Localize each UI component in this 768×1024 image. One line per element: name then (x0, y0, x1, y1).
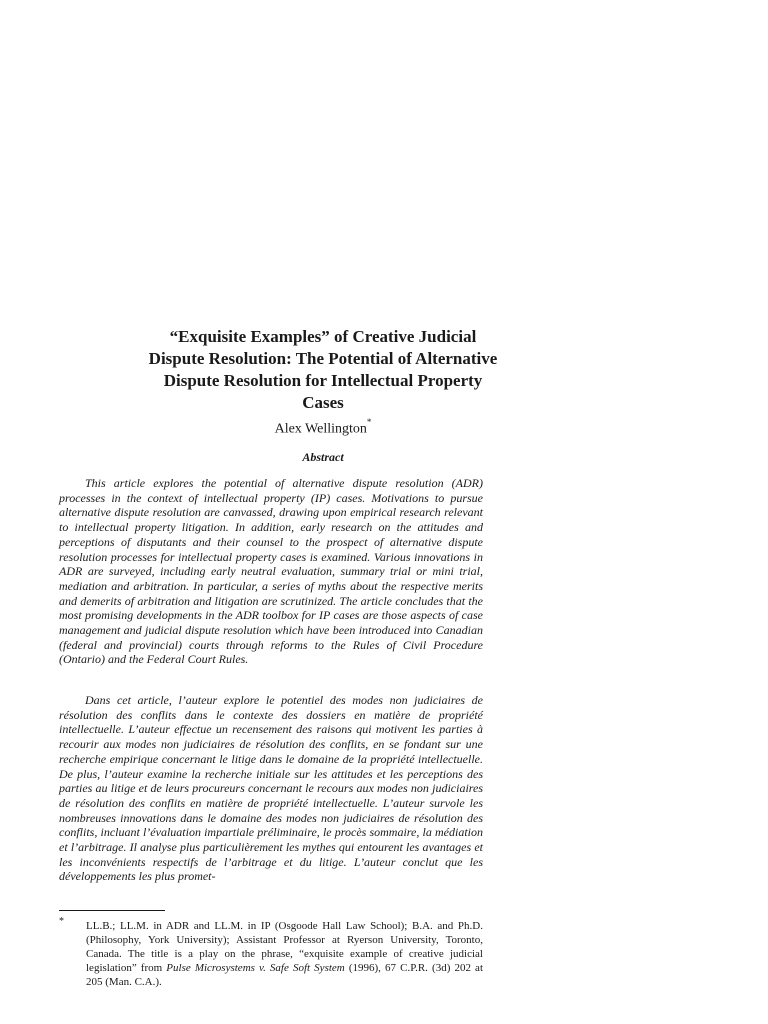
footnote-case-name: Pulse Microsystems v. Safe Soft System (166, 962, 345, 974)
abstract-english-paragraph: This article explores the potential of alternative dispute resolution (ADR) processes in the context of intellectual property (IP) cases. Motivations to pursue alternative dispute resolution are canvassed, drawing upon empirical research relevant to intellectual property litigation. In addition, early research on the attitudes and perceptions of disputants and their counsel to the prospect of alternative dispute resolution processes for intellectual property cases is examined. Various innovations in ADR are surveyed, including early neutral evaluation, summary trial or mini trial, mediation and arbitration. In particular, a series of myths about the respective merits and demerits of arbitration and litigation are scrutinized. The article concludes that the most promising developments in the ADR toolbox for IP cases are those aspects of case management and judicial dispute resolution which have been introduced into Canadian (federal and provincial) courts through reforms to the Rules of Civil Procedure (Ontario) and the Federal Court Rules. (59, 476, 483, 667)
author-line (60, 419, 586, 438)
footnote-marker: * (59, 916, 64, 927)
title-line-2: Dispute Resolution: The Potential of Alternative (148, 349, 498, 368)
article-title (60, 326, 586, 414)
title-line-1: “Exquisite Examples” of Creative Judicial (169, 327, 477, 346)
footnote-text (86, 919, 483, 989)
footnote-text-part1: LL.B.; LL.M. in ADR and LL.M. in IP (Osgoode Hall Law School); B.A. and Ph.D. (Philosophy, York University); Assistant Professor at Ryerson University, Toronto, Canada. The title is a play on the phrase, “exquisite example of creative judicial legislation” from (86, 920, 483, 974)
author-footnote-marker[interactable]: * (366, 417, 372, 427)
footnote-text-part2: (1996), 67 C.P.R. (3d) 202 at 205 (Man. C.A.). (86, 962, 483, 988)
footnote-divider (59, 910, 165, 911)
abstract-french-paragraph: Dans cet article, l’auteur explore le potentiel des modes non judiciaires de résolution des conflits dans le contexte des dossiers en matière de propriété intellectuelle. L’auteur effectue un recensement des raisons qui motivent les parties à recourir aux modes non judiciaires de résolution des conflits, en se fondant sur une recherche empirique concernant le litige dans le domaine de la propriété intellectuelle. De plus, l’auteur examine la recherche initiale sur les attitudes et les perceptions des parties au litige et de leurs procureurs concernant le recours aux modes non judiciaires de résolution des conflits en matière de propriété intellectuelle. L’auteur survole les nombreuses innovations dans le domaine des modes non judiciaires de résolution des conflits, incluant l’évaluation impartiale préliminaire, le procès sommaire, la médiation et l’arbitrage. Il analyse plus particulièrement les mythes qui entourent les avantages et les inconvénients respectifs de l’arbitrage et du litige. L’auteur conclut que les développements les plus promet- (59, 693, 483, 884)
title-line-3: Dispute Resolution for Intellectual Property (163, 371, 483, 390)
abstract-heading: Abstract (302, 450, 344, 464)
author-name: Alex Wellington (274, 421, 367, 437)
title-line-4: Cases (302, 393, 344, 412)
